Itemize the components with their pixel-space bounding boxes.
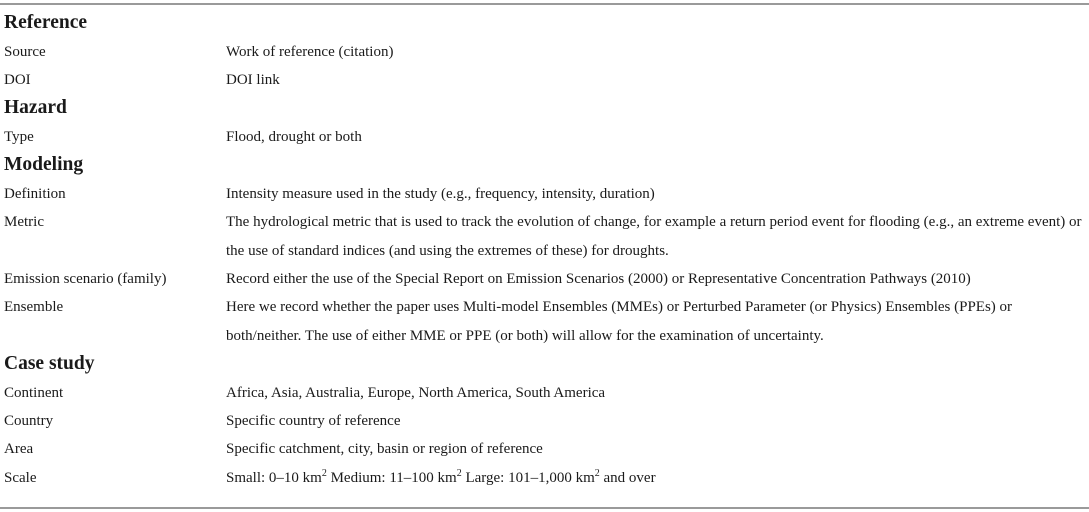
field-label: Source: [4, 43, 46, 60]
superscript: 2: [594, 467, 600, 479]
field-label: Scale: [4, 469, 37, 486]
field-value: Work of reference (citation): [226, 43, 394, 60]
table-row: [0, 293, 1089, 350]
superscript: 2: [456, 467, 462, 479]
field-value: Intensity measure used in the study (e.g., frequency, intensity, duration): [226, 185, 655, 202]
table-row: [0, 407, 1089, 435]
field-value: Africa, Asia, Australia, Europe, North America, South America: [226, 384, 606, 401]
table-row: [0, 123, 1089, 151]
field-value: Specific catchment, city, basin or region of reference: [226, 441, 543, 458]
table-row: [0, 208, 1089, 265]
section-title: Reference: [4, 12, 87, 33]
field-value: Flood, drought or both: [226, 128, 362, 145]
field-value: The hydrological metric that is used to track the evolution of change, for example a return period event for flooding (e.g., an extreme event) or the use of standard indices (and using the extremes of these) for droughts.: [226, 214, 1082, 259]
field-value: Here we record whether the paper uses Multi-model Ensembles (MMEs) or Perturbed Parameter (or Physics) Ensembles (PPEs) or both/neither. The use of either MME or PPE (or both) will allow for the examination of uncertainty.: [226, 299, 1013, 344]
field-label: Ensemble: [4, 299, 64, 316]
table-row: [0, 38, 1089, 66]
section-title: Modeling: [4, 154, 84, 176]
scale-value: [226, 464, 1089, 492]
section-case-study: [0, 350, 1089, 379]
field-label: Type: [4, 128, 34, 145]
section-title: Hazard: [4, 97, 67, 119]
section-title: Case study: [4, 353, 95, 375]
field-label: Country: [4, 413, 54, 430]
table-row: [0, 180, 1089, 208]
bottom-rule: [0, 507, 1089, 509]
table-row: [0, 66, 1089, 94]
scale-large: Large: 101–1,000 km: [465, 469, 595, 486]
section-reference: [0, 9, 1089, 38]
field-label: Metric: [4, 214, 44, 231]
scale-medium: Medium: 11–100 km: [330, 469, 457, 486]
field-value: Specific country of reference: [226, 413, 401, 430]
table-row: [0, 435, 1089, 463]
table-row: [0, 464, 1089, 492]
section-hazard: [0, 94, 1089, 123]
table-row: [0, 265, 1089, 293]
scale-small: Small: 0–10 km: [226, 469, 322, 486]
field-label: Emission scenario (family): [4, 270, 167, 287]
field-value: Record either the use of the Special Report on Emission Scenarios (2000) or Representative Concentration Pathways (2010): [226, 270, 971, 287]
field-value: DOI link: [226, 71, 280, 88]
field-label: Definition: [4, 185, 66, 202]
table-row: [0, 379, 1089, 407]
field-label: DOI: [4, 71, 31, 88]
field-label: Continent: [4, 384, 64, 401]
section-modeling: [0, 151, 1089, 180]
field-label: Area: [4, 441, 34, 458]
scale-suffix: and over: [603, 469, 656, 486]
superscript: 2: [321, 467, 327, 479]
field-table: [0, 9, 1089, 492]
top-rule: [0, 3, 1089, 5]
